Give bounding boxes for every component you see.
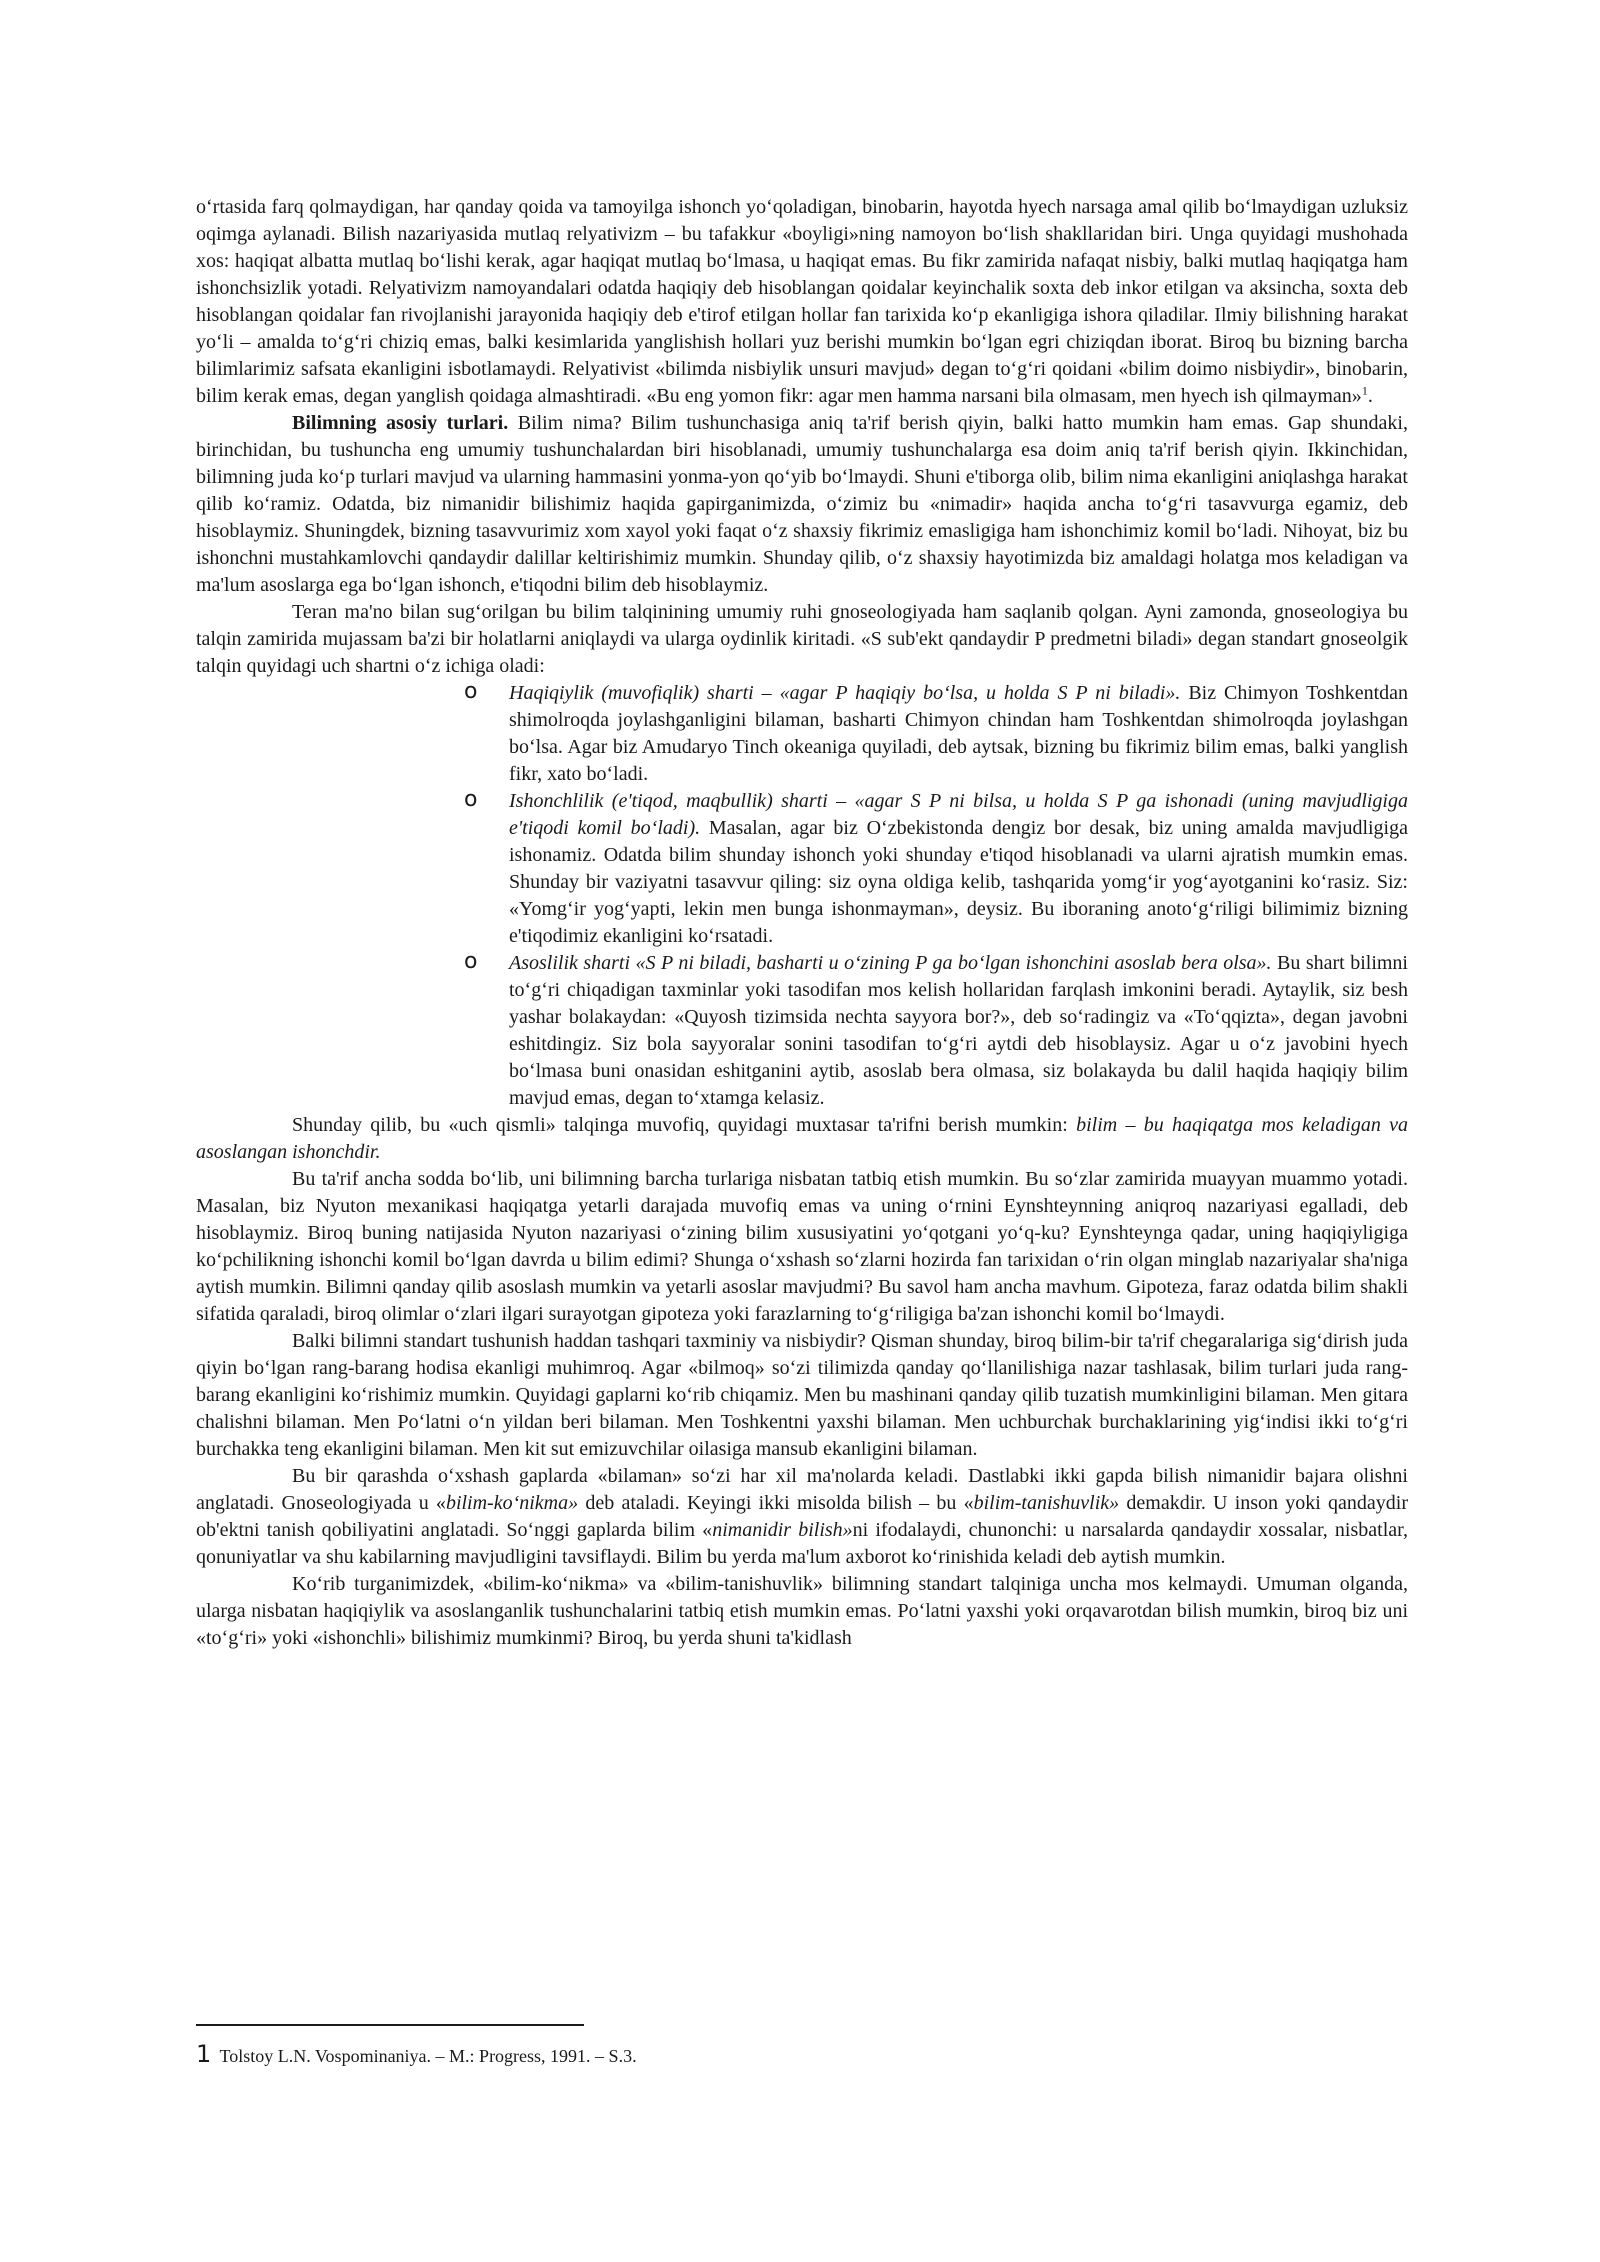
paragraph-conclusion: Ko‘rib turganimizdek, «bilim-ko‘nikma» va «bilim-tanishuvlik» bilimning standart talqiniga uncha mos kelmaydi. Umuman olganda, ularga nisbatan haqiqiylik va asoslanganlik tushunchalarini tatbiq etish mumkin emas. Po‘latni yaxshi yoki orqavarotdan bilish mumkin, biroq biz uni «to‘g‘ri» yoki «ishonchli» bilishimiz mumkinmi? Biroq, bu yerda shuni ta'kidlash	[196, 1573, 1408, 1649]
paragraph-definition: Shunday qilib, bu «uch qismli» talqinga muvofiq, quyidagi muxtasar ta'rifni berish mumkin: bilim – bu haqiqatga mos keladigan va asoslangan ishonchdir.	[196, 1114, 1408, 1163]
paragraph-relativism: o‘rtasida farq qolmaydigan, har qanday qoida va tamoyilga ishonch yo‘qoladigan, binobarin, hayotda hyech narsaga amal qilib bo‘lmaydigan uzluksiz oqimga aylanadi. Bilish nazariyasida mutlaq relyativizm – bu tafakkur «boyligi»ning namoyon bo‘lish shakllaridan biri. Unga quyidagi mushohada xos: haqiqat albatta mutlaq bo‘lishi kerak, agar haqiqat mutlaq bo‘lmasa, u haqiqat emas. Bu fikr zamirida nafaqat nisbiy, balki mutlaq haqiqatga ham ishonchsizlik yotadi. Relyativizm namoyandalari odatda haqiqiy deb hisoblangan qoidalar keyinchalik soxta deb inkor etilgan va aksincha, soxta deb hisoblangan qoidalar fan rivojlanishi jarayonida haqiqiy deb e'tirof etilgan hollar fan tarixida ko‘p ekanligiga ishora qiladilar. Ilmiy bilishning harakat yo‘li – amalda to‘g‘ri chiziq emas, balki kesimlarida yanglishish hollari yuz berishi mumkin bo‘lgan egri chiziqdan iborat. Biroq bu bizning barcha bilimlarimiz safsata ekanligini isbotlamaydi. Relyativist «bilimda nisbiylik unsuri mavjud» degan to‘g‘ri qoidani «bilim doimo nisbiydir», binobarin, bilim kerak emas, degan yanglish qoidaga almashtiradi. «Bu eng yomon fikr: agar men hamma narsani bila olmasam, men hyech ish qilmayman»$^1$.	[196, 196, 1408, 407]
paragraph-knowledge-types: Bilimning asosiy turlari. Bilim nima? Bilim tushunchasiga aniq ta'rif berish qiyin, balki hatto mumkin ham emas. Gap shundaki, birinchidan, bu tushuncha eng umumiy tushunchalardan biri hisoblanadi, umumiy tushunchalarga esa doim aniq ta'rif berish qiyin. Ikkinchidan, bilimning juda ko‘p turlari mavjud va ularning hammasini yonma-yon qo‘yib bo‘lmaydi. Shuni e'tiborga olib, bilim nima ekanligini aniqlashga harakat qilib ko‘ramiz. Odatda, biz nimanidir bilishimiz haqida gapirganimizda, o‘zimiz bu «nimadir» haqida ancha to‘g‘ri tasavvurga egamiz, deb hisoblaymiz. Shuningdek, bizning tasavvurimiz xom xayol yoki faqat o‘z shaxsiy fikrimiz emasligiga ham ishonchimiz komil bo‘ladi. Nihoyat, biz bu ishonchni mustahkamlovchi qandaydir dalillar keltirishimiz mumkin. Shunday qilib, o‘z shaxsiy hayotimizda biz amaldagi holatga mos keladigan va ma'lum asoslarga ega bo‘lgan ishonch, e'tiqodni bilim deb hisoblaymiz.	[196, 412, 1408, 596]
paragraph-know-meanings: Bu bir qarashda o‘xshash gaplarda «bilaman» so‘zi har xil ma'nolarda keladi. Dastlabki ikki gapda bilish nimanidir bajara olishni anglatadi. Gnoseologiyada u «bilim-ko‘nikma» deb ataladi. Keyingi ikki misolda bilish – bu «bilim-tanishuvlik» demakdir. U inson yoki qandaydir ob'ektni tanish qobiliyatini anglatadi. So‘nggi gaplarda bilim «nimanidir bilish»ni ifodalaydi, chunonchi: u narsalarda qandaydir xossalar, nisbatlar, qonuniyatlar va shu kabilarning mavjudligini tavsiflaydi. Bilim bu yerda ma'lum axborot ko‘rinishida keladi deb aytish mumkin.	[196, 1465, 1409, 1568]
definition-text: bilim – bu haqiqatga mos keladigan va asoslangan ishonchdir.	[196, 1114, 1408, 1163]
bullet-icon: o	[464, 949, 478, 974]
paragraph-newton-example: Bu ta'rif ancha sodda bo‘lib, uni bilimning barcha turlariga nisbatan tatbiq etish mumkin. Bu so‘zlar zamirida muayyan muammo yotadi. Masalan, biz Nyuton mexanikasi haqiqatga yetarli darajada muvofiq emas va uning o‘rnini Eynshteynning aniqroq nazariyasi egalladi, deb hisoblaymiz. Biroq buning natijasida Nyuton nazariyasi o‘zining bilim xususiyatini yo‘qotgani yo‘q-ku? Eynshteynga qadar, uning haqiqiyligiga ko‘pchilikning ishonchi komil bo‘lgan davrda u bilim edimi? Shunga o‘xshash so‘zlarni hozirda fan tarixidan o‘rin olgan minglab nazariyalar sha'niga aytish mumkin. Bilimni qanday qilib asoslash mumkin va yetarli asoslar mavjudmi? Bu savol ham ancha mavhum. Gipoteza, faraz odatda bilim shakli sifatida qaraladi, biroq olimlar o‘zlari ilgari surayotgan gipoteza yoki farazlarning to‘g‘riligiga ba'zan ishonchi komil bo‘lmaydi.	[196, 1168, 1408, 1325]
paragraph-standard-interpretation: Teran ma'no bilan sug‘orilgan bu bilim talqinining umumiy ruhi gnoseologiyada ham saqlanib qolgan. Ayni zamonda, gnoseologiya bu talqin zamirida mujassam ba'zi bir holatlarni aniqlaydi va ularga oydinlik kiritadi. «S sub'ekt qandaydir P predmetni biladi» degan standart gnoseolgik talqin quyidagi uch shartni o‘z ichiga oladi:	[196, 601, 1408, 677]
list-item-truth-condition: o Haqiqiylik (muvofiqlik) sharti – «agar P haqiqiy bo‘lsa, u holda S P ni biladi». Biz Chimyon Toshkentdan shimolroqda joylashganligini bilaman, basharti Chimyon chindan ham Toshkentdan shimolroqda joylashgan bo‘lsa. Agar biz Amudaryo Tinch okeaniga quyiladi, deb aytsak, bizning bu fikrimiz bilim emas, balki yanglish fikr, xato bo‘ladi.	[464, 679, 1408, 785]
bullet-icon: o	[464, 679, 478, 704]
footnote-text: Tolstoy L.N. Vospominaniya. – M.: Progress, 1991. – S.3.	[219, 2046, 637, 2066]
footnote-divider	[196, 2024, 584, 2026]
list-item-justification-condition: o Asoslilik sharti «S P ni biladi, basharti u o‘zining P ga bo‘lgan ishonchini asoslab bera olsa». Bu shart bilimni to‘g‘ri chiqadigan taxminlar yoki tasodifan mos kelish hollaridan farqlash imkonini beradi. Aytaylik, siz besh yashar bolakaydan: «Quyosh tizimsida nechta sayyora bor?», deb so‘radingiz va «To‘qqizta», degan javobni eshitdingiz. Siz bola sayyoralar sonini tasodifan to‘g‘ri aytdi deb hisoblaysiz. Agar u o‘z javobini hyech bo‘lmasa buni onasidan eshitganini aytib, asoslab bera olmasa, siz bolakayda bu dalil haqida haqiqiy bilim mavjud emas, degan to‘xtamga kelasiz.	[464, 949, 1408, 1109]
footnote-reference[interactable]: 1	[1361, 383, 1368, 398]
footnote	[196, 2040, 637, 2068]
footnote-number: 1	[196, 2040, 212, 2068]
paragraph-know-usage: Balki bilimni standart tushunish haddan tashqari taxminiy va nisbiydir? Qisman shunday, biroq bilim-bir ta'rif chegaralariga sig‘dirish juda qiyin bo‘lgan rang-barang hodisa ekanligi muhimroq. Agar «bilmoq» so‘zi tilimizda qanday qo‘llanilishiga nazar tashlasak, bilim turlari juda rang-barang ekanligini ko‘rishimiz mumkin. Quyidagi gaplarni ko‘rib chiqamiz. Men bu mashinani qanday qilib tuzatish mumkinligini bilaman. Men gitara chalishni bilaman. Men Po‘latni o‘n yildan beri bilaman. Men Toshkentni yaxshi bilaman. Men uchburchak burchaklarining yig‘indisi ikki to‘g‘ri burchakka teng ekanligini bilaman. Men kit sut emizuvchilar oilasiga mansub ekanligini bilaman.	[196, 1330, 1408, 1460]
bullet-icon: o	[464, 787, 478, 812]
section-heading: Bilimning asosiy turlari.	[292, 412, 509, 434]
document-body	[196, 194, 1408, 1652]
list-item-belief-condition: o Ishonchlilik (e'tiqod, maqbullik) sharti – «agar S P ni bilsa, u holda S P ga ishonadi (uning mavjudligiga e'tiqodi komil bo‘ladi). Masalan, agar biz O‘zbekistonda dengiz bor desak, biz uning amalda mavjudligiga ishonamiz. Odatda bilim shunday ishonch yoki shunday e'tiqod hisoblanadi va ularni ajratish mumkin emas. Shunday bir vaziyatni tasavvur qiling: siz oyna oldiga kelib, tashqarida yomg‘ir yog‘ayotganini ko‘rasiz. Siz: «Yomg‘ir yog‘yapti, lekin men bunga ishonmayman», deysiz. Bu iboraning anoto‘g‘riligi bilimimiz bizning e'tiqodimiz ekanligini ko‘rsatadi.	[464, 787, 1408, 947]
conditions-list	[196, 680, 1408, 1112]
